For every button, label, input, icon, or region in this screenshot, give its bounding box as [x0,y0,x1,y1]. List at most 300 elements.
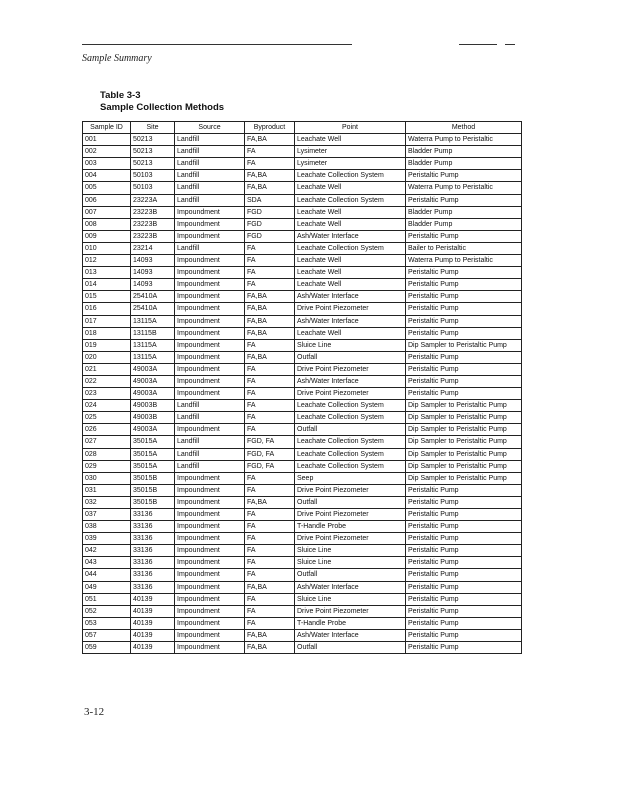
byproduct-cell: FA [245,255,295,267]
table-row [83,545,522,557]
sample-id-cell: 008 [83,218,131,230]
table-row [83,533,522,545]
byproduct-cell: FA [245,484,295,496]
source-cell: Impoundment [175,375,245,387]
site-cell: 40139 [131,593,175,605]
byproduct-cell: FA,BA [245,315,295,327]
method-cell: Peristaltic Pump [406,230,522,242]
sample-id-cell: 015 [83,291,131,303]
sample-id-cell: 027 [83,436,131,448]
site-cell: 35015B [131,484,175,496]
byproduct-cell: FA [245,375,295,387]
point-cell: Lysimeter [295,158,406,170]
source-cell: Impoundment [175,629,245,641]
source-cell: Landfill [175,436,245,448]
site-cell: 14093 [131,267,175,279]
sample-id-cell: 057 [83,629,131,641]
source-cell: Impoundment [175,291,245,303]
source-cell: Impoundment [175,617,245,629]
site-cell: 23223B [131,206,175,218]
method-cell: Peristaltic Pump [406,509,522,521]
byproduct-cell: FA [245,533,295,545]
sample-id-cell: 032 [83,496,131,508]
table-row [83,509,522,521]
header-rule [82,44,352,45]
table-caption [100,90,224,113]
point-cell: Leachate Well [295,327,406,339]
method-cell: Dip Sampler to Peristaltic Pump [406,460,522,472]
method-cell: Peristaltic Pump [406,194,522,206]
sample-id-cell: 012 [83,255,131,267]
site-cell: 40139 [131,629,175,641]
sample-id-cell: 028 [83,448,131,460]
table-row [83,521,522,533]
point-cell: Leachate Well [295,255,406,267]
site-cell: 33136 [131,509,175,521]
sample-id-cell: 044 [83,569,131,581]
point-cell: Outfall [295,351,406,363]
source-cell: Landfill [175,170,245,182]
source-cell: Impoundment [175,303,245,315]
point-cell: Leachate Well [295,267,406,279]
sample-id-cell: 022 [83,375,131,387]
sample-id-cell: 005 [83,182,131,194]
point-cell: Outfall [295,424,406,436]
site-cell: 25410A [131,303,175,315]
site-cell: 23214 [131,242,175,254]
sample-id-cell: 002 [83,146,131,158]
byproduct-cell: FA [245,279,295,291]
site-cell: 49003A [131,375,175,387]
site-cell: 50213 [131,146,175,158]
sample-id-cell: 014 [83,279,131,291]
point-cell: Drive Point Piezometer [295,484,406,496]
table-row [83,388,522,400]
point-cell: Drive Point Piezometer [295,605,406,617]
byproduct-cell: FA,BA [245,134,295,146]
point-cell: Leachate Collection System [295,460,406,472]
table-row [83,448,522,460]
method-cell: Waterra Pump to Peristaltic [406,255,522,267]
point-cell: Leachate Well [295,218,406,230]
byproduct-cell: FA [245,400,295,412]
sample-id-cell: 039 [83,533,131,545]
byproduct-cell: FA [245,339,295,351]
byproduct-cell: FA [245,521,295,533]
table-row [83,400,522,412]
method-cell: Dip Sampler to Peristaltic Pump [406,436,522,448]
byproduct-cell: FA [245,605,295,617]
byproduct-cell: FA,BA [245,182,295,194]
point-cell: Leachate Well [295,206,406,218]
byproduct-cell: FA,BA [245,629,295,641]
point-cell: Leachate Collection System [295,400,406,412]
site-cell: 49003B [131,412,175,424]
site-cell: 23223B [131,230,175,242]
source-cell: Impoundment [175,255,245,267]
site-cell: 49003B [131,400,175,412]
method-cell: Peristaltic Pump [406,170,522,182]
byproduct-cell: FGD, FA [245,460,295,472]
method-cell: Waterra Pump to Peristaltic [406,134,522,146]
byproduct-cell: FA [245,267,295,279]
table-row [83,158,522,170]
column-header-method: Method [406,122,522,134]
byproduct-cell: FA [245,472,295,484]
table-row [83,593,522,605]
method-cell: Bladder Pump [406,206,522,218]
sample-collection-table [82,121,522,654]
sample-id-cell: 026 [83,424,131,436]
site-cell: 49003A [131,363,175,375]
source-cell: Impoundment [175,557,245,569]
site-cell: 49003A [131,388,175,400]
sample-id-cell: 049 [83,581,131,593]
method-cell: Peristaltic Pump [406,363,522,375]
method-cell: Peristaltic Pump [406,581,522,593]
site-cell: 13115A [131,339,175,351]
point-cell: Outfall [295,569,406,581]
site-cell: 50103 [131,170,175,182]
source-cell: Impoundment [175,593,245,605]
table-row [83,194,522,206]
table-row [83,255,522,267]
point-cell: Drive Point Piezometer [295,388,406,400]
sample-id-cell: 009 [83,230,131,242]
sample-id-cell: 013 [83,267,131,279]
byproduct-cell: FA,BA [245,291,295,303]
table-row [83,363,522,375]
byproduct-cell: FA,BA [245,303,295,315]
site-cell: 35015A [131,460,175,472]
table-row [83,436,522,448]
byproduct-cell: FA [245,146,295,158]
site-cell: 13115A [131,351,175,363]
column-header-sample-id: Sample ID [83,122,131,134]
table-row [83,351,522,363]
table-row [83,242,522,254]
source-cell: Landfill [175,242,245,254]
source-cell: Impoundment [175,230,245,242]
column-header-byproduct: Byproduct [245,122,295,134]
table-row [83,303,522,315]
site-cell: 33136 [131,581,175,593]
method-cell: Peristaltic Pump [406,279,522,291]
point-cell: Sluice Line [295,593,406,605]
site-cell: 25410A [131,291,175,303]
method-cell: Peristaltic Pump [406,605,522,617]
method-cell: Peristaltic Pump [406,375,522,387]
page-number: 3-12 [84,706,105,718]
method-cell: Peristaltic Pump [406,388,522,400]
point-cell: Ash/Water Interface [295,629,406,641]
table-row [83,460,522,472]
site-cell: 35015A [131,436,175,448]
byproduct-cell: FA [245,569,295,581]
method-cell: Dip Sampler to Peristaltic Pump [406,400,522,412]
table-row [83,557,522,569]
sample-id-cell: 007 [83,206,131,218]
sample-id-cell: 038 [83,521,131,533]
site-cell: 23223B [131,218,175,230]
sample-id-cell: 051 [83,593,131,605]
source-cell: Landfill [175,158,245,170]
source-cell: Impoundment [175,388,245,400]
source-cell: Landfill [175,182,245,194]
table-row [83,581,522,593]
byproduct-cell: FGD, FA [245,448,295,460]
method-cell: Peristaltic Pump [406,303,522,315]
method-cell: Peristaltic Pump [406,327,522,339]
sample-id-cell: 019 [83,339,131,351]
byproduct-cell: FA [245,545,295,557]
table-row [83,629,522,641]
byproduct-cell: FA [245,557,295,569]
column-header-source: Source [175,122,245,134]
point-cell: Outfall [295,496,406,508]
byproduct-cell: FA [245,424,295,436]
column-header-site: Site [131,122,175,134]
table-body [83,134,522,654]
source-cell: Impoundment [175,642,245,654]
method-cell: Peristaltic Pump [406,533,522,545]
sample-id-cell: 017 [83,315,131,327]
sample-id-cell: 004 [83,170,131,182]
source-cell: Landfill [175,400,245,412]
sample-id-cell: 025 [83,412,131,424]
source-cell: Impoundment [175,267,245,279]
site-cell: 40139 [131,605,175,617]
table-row [83,134,522,146]
table-row [83,375,522,387]
byproduct-cell: FA [245,242,295,254]
source-cell: Landfill [175,448,245,460]
source-cell: Landfill [175,460,245,472]
point-cell: T-Handle Probe [295,521,406,533]
site-cell: 14093 [131,255,175,267]
sample-id-cell: 001 [83,134,131,146]
site-cell: 33136 [131,521,175,533]
table-row [83,267,522,279]
site-cell: 33136 [131,569,175,581]
sample-id-cell: 052 [83,605,131,617]
source-cell: Impoundment [175,315,245,327]
site-cell: 13115A [131,315,175,327]
point-cell: Leachate Well [295,279,406,291]
site-cell: 33136 [131,557,175,569]
source-cell: Impoundment [175,279,245,291]
table-row [83,291,522,303]
table-row [83,315,522,327]
byproduct-cell: FA,BA [245,351,295,363]
source-cell: Impoundment [175,472,245,484]
source-cell: Impoundment [175,339,245,351]
point-cell: Leachate Collection System [295,412,406,424]
site-cell: 40139 [131,642,175,654]
running-header: Sample Summary [82,53,152,64]
point-cell: Leachate Well [295,134,406,146]
method-cell: Bailer to Peristaltic [406,242,522,254]
table-row [83,642,522,654]
sample-id-cell: 021 [83,363,131,375]
site-cell: 49003A [131,424,175,436]
method-cell: Dip Sampler to Peristaltic Pump [406,339,522,351]
source-cell: Landfill [175,412,245,424]
table-row [83,412,522,424]
method-cell: Dip Sampler to Peristaltic Pump [406,448,522,460]
table-row [83,146,522,158]
point-cell: Leachate Collection System [295,194,406,206]
point-cell: Ash/Water Interface [295,375,406,387]
method-cell: Peristaltic Pump [406,484,522,496]
method-cell: Bladder Pump [406,158,522,170]
method-cell: Peristaltic Pump [406,315,522,327]
site-cell: 35015B [131,472,175,484]
method-cell: Bladder Pump [406,146,522,158]
source-cell: Impoundment [175,545,245,557]
site-cell: 50213 [131,158,175,170]
sample-id-cell: 006 [83,194,131,206]
method-cell: Dip Sampler to Peristaltic Pump [406,412,522,424]
point-cell: Ash/Water Interface [295,230,406,242]
point-cell: Leachate Collection System [295,436,406,448]
byproduct-cell: FGD [245,230,295,242]
method-cell: Peristaltic Pump [406,617,522,629]
site-cell: 35015B [131,496,175,508]
point-cell: Leachate Collection System [295,242,406,254]
method-cell: Peristaltic Pump [406,351,522,363]
source-cell: Impoundment [175,496,245,508]
table-row [83,472,522,484]
method-cell: Peristaltic Pump [406,521,522,533]
point-cell: Drive Point Piezometer [295,363,406,375]
table-title: Sample Collection Methods [100,101,225,113]
byproduct-cell: FA [245,509,295,521]
method-cell: Peristaltic Pump [406,557,522,569]
method-cell: Peristaltic Pump [406,569,522,581]
sample-id-cell: 010 [83,242,131,254]
sample-id-cell: 031 [83,484,131,496]
point-cell: Drive Point Piezometer [295,303,406,315]
byproduct-cell: FA [245,412,295,424]
header-rule-short [459,44,497,45]
source-cell: Impoundment [175,206,245,218]
source-cell: Landfill [175,146,245,158]
point-cell: Ash/Water Interface [295,291,406,303]
method-cell: Peristaltic Pump [406,545,522,557]
byproduct-cell: FA,BA [245,581,295,593]
source-cell: Impoundment [175,569,245,581]
sample-id-cell: 053 [83,617,131,629]
site-cell: 13115B [131,327,175,339]
sample-id-cell: 018 [83,327,131,339]
byproduct-cell: FA [245,363,295,375]
sample-id-cell: 037 [83,509,131,521]
sample-id-cell: 016 [83,303,131,315]
sample-id-cell: 024 [83,400,131,412]
source-cell: Landfill [175,194,245,206]
method-cell: Dip Sampler to Peristaltic Pump [406,424,522,436]
source-cell: Impoundment [175,484,245,496]
method-cell: Peristaltic Pump [406,267,522,279]
sample-id-cell: 043 [83,557,131,569]
table-row [83,569,522,581]
byproduct-cell: FGD [245,218,295,230]
point-cell: Lysimeter [295,146,406,158]
table-row [83,206,522,218]
table-row [83,339,522,351]
table-row [83,496,522,508]
point-cell: Leachate Collection System [295,448,406,460]
site-cell: 35015A [131,448,175,460]
point-cell: Sluice Line [295,557,406,569]
byproduct-cell: FA [245,388,295,400]
table-row [83,327,522,339]
table-row [83,218,522,230]
method-cell: Dip Sampler to Peristaltic Pump [406,472,522,484]
source-cell: Impoundment [175,363,245,375]
source-cell: Impoundment [175,351,245,363]
table-row [83,230,522,242]
byproduct-cell: FA [245,617,295,629]
point-cell: Ash/Water Interface [295,581,406,593]
point-cell: Sluice Line [295,339,406,351]
table-row [83,424,522,436]
site-cell: 23223A [131,194,175,206]
point-cell: Ash/Water Interface [295,315,406,327]
source-cell: Impoundment [175,533,245,545]
byproduct-cell: SDA [245,194,295,206]
method-cell: Peristaltic Pump [406,642,522,654]
point-cell: Outfall [295,642,406,654]
table-row [83,605,522,617]
method-cell: Peristaltic Pump [406,593,522,605]
source-cell: Impoundment [175,521,245,533]
point-cell: Sluice Line [295,545,406,557]
point-cell: Leachate Collection System [295,170,406,182]
header-rule-tiny [505,44,515,45]
method-cell: Peristaltic Pump [406,496,522,508]
method-cell: Peristaltic Pump [406,629,522,641]
sample-id-cell: 029 [83,460,131,472]
table-row [83,170,522,182]
source-cell: Impoundment [175,509,245,521]
source-cell: Impoundment [175,218,245,230]
method-cell: Bladder Pump [406,218,522,230]
site-cell: 33136 [131,533,175,545]
source-cell: Impoundment [175,581,245,593]
point-cell: Leachate Well [295,182,406,194]
table-row [83,484,522,496]
sample-id-cell: 003 [83,158,131,170]
site-cell: 40139 [131,617,175,629]
table-row [83,617,522,629]
method-cell: Peristaltic Pump [406,291,522,303]
source-cell: Landfill [175,134,245,146]
table-label: Table 3-3 [100,90,141,101]
byproduct-cell: FA,BA [245,496,295,508]
table-row [83,279,522,291]
sample-id-cell: 020 [83,351,131,363]
site-cell: 50213 [131,134,175,146]
site-cell: 50103 [131,182,175,194]
sample-id-cell: 059 [83,642,131,654]
sample-id-cell: 042 [83,545,131,557]
sample-id-cell: 023 [83,388,131,400]
table-header-row [83,122,522,134]
point-cell: T-Handle Probe [295,617,406,629]
table-row [83,182,522,194]
